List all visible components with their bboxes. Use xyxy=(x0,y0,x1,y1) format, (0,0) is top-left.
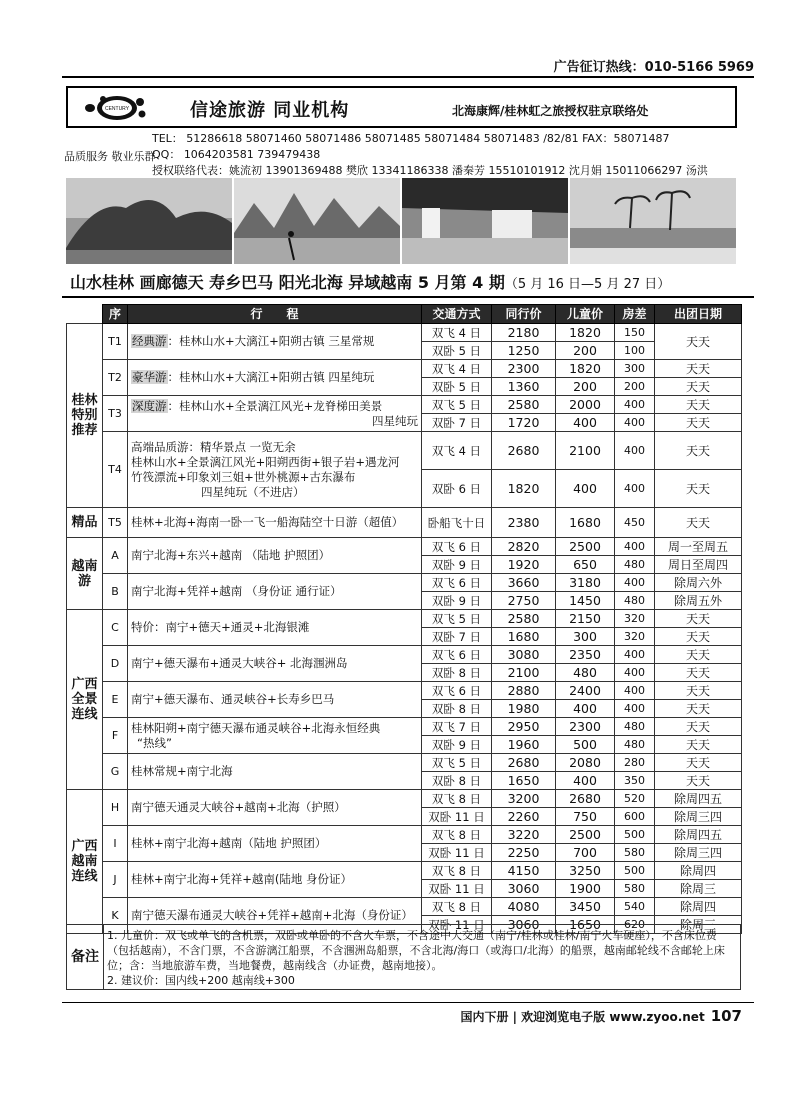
transport-mode: 双卧 7 日 xyxy=(422,628,492,646)
itinerary-line xyxy=(131,370,418,385)
itinerary-highlight: 深度游 xyxy=(132,398,167,413)
transport-mode: 双飞 5 日 xyxy=(422,610,492,628)
itinerary-line: 四星纯玩 xyxy=(372,413,418,428)
room-diff: 600 xyxy=(615,808,655,826)
footer-text: 国内下册 | 欢迎浏览电子版 www.zyoo.net xyxy=(460,1010,705,1024)
transport-mode: 双卧 9 日 xyxy=(422,556,492,574)
header-trade-price: 同行价 xyxy=(492,305,556,324)
room-diff: 300 xyxy=(615,360,655,378)
itinerary-line: 桂林+南宁北海+越南（陆地 护照团） xyxy=(131,836,327,850)
departure-days: 天天 xyxy=(655,646,742,664)
transport-mode: 双飞 4 日 xyxy=(422,360,492,378)
trade-price: 3200 xyxy=(492,790,556,808)
transport-mode: 双飞 4 日 xyxy=(422,324,492,342)
child-price: 2400 xyxy=(556,682,615,700)
transport-mode: 卧船飞十日 xyxy=(422,508,492,538)
transport-mode: 双卧 5 日 xyxy=(422,342,492,360)
departure-days: 除周六外 xyxy=(655,574,742,592)
room-diff: 480 xyxy=(615,556,655,574)
itinerary-rest: ：桂林山水+大漓江+阳朔古镇 三星常规 xyxy=(167,334,375,348)
table-row xyxy=(67,826,742,844)
transport-mode: 双飞 6 日 xyxy=(422,682,492,700)
child-price: 400 xyxy=(556,414,615,432)
issue-date-range: （5 月 16 日—5 月 27 日） xyxy=(504,277,671,292)
itinerary-line: 桂林+北海+海南一卧一飞一船海陆空十日游（超值） xyxy=(131,515,404,529)
tour-itinerary xyxy=(128,538,422,574)
tour-itinerary xyxy=(128,360,422,396)
note-line: 1. 儿童价：双飞或单飞的含机票，双卧或单卧的不含火车票，不含途中大交通（南宁/桂林或桂林/南宁火车硬座），不含床位费（包括越南），不含门票，不含游漓江船票，不含涠洲岛船票，不含北海/海口（或海口/北海）的船票，越南邮轮线不含邮轮上床位；含：当地旅游车费，当地餐费，越南线含（办证费，越南地接）。 xyxy=(107,929,725,972)
trade-price: 1650 xyxy=(492,772,556,790)
room-diff: 400 xyxy=(615,700,655,718)
room-diff: 520 xyxy=(615,790,655,808)
transport-mode: 双飞 5 日 xyxy=(422,754,492,772)
table-row xyxy=(67,898,742,916)
room-diff: 400 xyxy=(615,396,655,414)
child-price: 3450 xyxy=(556,898,615,916)
issue-title xyxy=(70,270,670,293)
notes-text xyxy=(107,928,736,988)
child-price: 3180 xyxy=(556,574,615,592)
room-diff: 400 xyxy=(615,664,655,682)
child-price: 700 xyxy=(556,844,615,862)
trade-price: 1980 xyxy=(492,700,556,718)
company-subtitle: 北海康辉/桂林虹之旅授权驻京联络处 xyxy=(452,104,649,118)
tour-code: T5 xyxy=(103,508,128,538)
child-price: 2500 xyxy=(556,826,615,844)
logo-text: CENTURY xyxy=(104,106,130,112)
trade-price: 2580 xyxy=(492,610,556,628)
transport-mode: 双卧 5 日 xyxy=(422,378,492,396)
itinerary-rest: ：桂林山水+大漓江+阳朔古镇 四星纯玩 xyxy=(167,370,375,384)
child-price: 2300 xyxy=(556,718,615,736)
itinerary-line xyxy=(131,399,418,414)
tour-code: H xyxy=(103,790,128,826)
tour-code: T3 xyxy=(103,396,128,432)
transport-mode: 双卧 11 日 xyxy=(422,808,492,826)
child-price: 1820 xyxy=(556,324,615,342)
transport-mode: 双卧 8 日 xyxy=(422,700,492,718)
departure-days: 天天 xyxy=(655,736,742,754)
tour-code: B xyxy=(103,574,128,610)
room-diff: 100 xyxy=(615,342,655,360)
departure-days: 天天 xyxy=(655,378,742,396)
transport-mode: 双卧 7 日 xyxy=(422,414,492,432)
trade-price: 2750 xyxy=(492,592,556,610)
contact-representatives: 授权联络代表：姚流初 13901369488 樊欣 13341186338 潘秦芳 15510101912 沈月娟 15011066297 汤洪 xyxy=(152,164,708,177)
departure-days: 天天 xyxy=(655,508,742,538)
trade-price: 1920 xyxy=(492,556,556,574)
tour-code: E xyxy=(103,682,128,718)
top-rule xyxy=(62,76,754,78)
tour-code: F xyxy=(103,718,128,754)
departure-days: 天天 xyxy=(655,470,742,508)
room-diff: 480 xyxy=(615,718,655,736)
room-diff: 400 xyxy=(615,432,655,470)
trade-price: 1680 xyxy=(492,628,556,646)
departure-days: 天天 xyxy=(655,396,742,414)
departure-days: 周一至周五 xyxy=(655,538,742,556)
trade-price: 2100 xyxy=(492,664,556,682)
trade-price: 1250 xyxy=(492,342,556,360)
table-row xyxy=(67,538,742,556)
itinerary-line xyxy=(131,334,418,349)
ad-hotline: 广告征订热线：010-5166 5969 xyxy=(553,60,754,75)
trade-price: 2680 xyxy=(492,432,556,470)
tour-itinerary xyxy=(128,754,422,790)
agency-header xyxy=(66,86,737,128)
table-header-row xyxy=(67,305,742,324)
header-departure: 出团日期 xyxy=(655,305,742,324)
room-diff: 480 xyxy=(615,592,655,610)
child-price: 750 xyxy=(556,808,615,826)
itinerary-line: 四星纯玩（不进店） xyxy=(201,484,305,499)
child-price: 2100 xyxy=(556,432,615,470)
room-diff: 500 xyxy=(615,862,655,880)
transport-mode: 双飞 5 日 xyxy=(422,396,492,414)
trade-price: 3220 xyxy=(492,826,556,844)
tour-itinerary xyxy=(128,646,422,682)
child-price: 650 xyxy=(556,556,615,574)
room-diff: 400 xyxy=(615,538,655,556)
itinerary-line: 南宁北海+凭祥+越南 （身份证 通行证） xyxy=(131,584,342,598)
header-room-diff: 房差 xyxy=(615,305,655,324)
transport-mode: 双飞 6 日 xyxy=(422,538,492,556)
trade-price: 2300 xyxy=(492,360,556,378)
transport-mode: 双卧 11 日 xyxy=(422,916,492,934)
beach-photo xyxy=(570,178,736,264)
transport-mode: 双飞 8 日 xyxy=(422,826,492,844)
child-price: 300 xyxy=(556,628,615,646)
header-seq: 序 xyxy=(103,305,128,324)
room-diff: 200 xyxy=(615,378,655,396)
departure-days: 天天 xyxy=(655,754,742,772)
tour-itinerary xyxy=(128,610,422,646)
table-row xyxy=(67,718,742,736)
itinerary-line: 桂林山水+全景漓江风光+阳朔西街+银子岩+遇龙河 xyxy=(131,454,400,469)
child-price: 400 xyxy=(556,772,615,790)
room-diff: 620 xyxy=(615,916,655,934)
transport-mode: 双飞 8 日 xyxy=(422,898,492,916)
tour-itinerary xyxy=(128,574,422,610)
transport-mode: 双卧 9 日 xyxy=(422,592,492,610)
trade-price: 4150 xyxy=(492,862,556,880)
table-row xyxy=(67,610,742,628)
notes-box xyxy=(66,924,741,990)
agency-logo-icon xyxy=(82,94,152,122)
departure-days: 天天 xyxy=(655,360,742,378)
departure-days: 天天 xyxy=(655,772,742,790)
table-row xyxy=(67,360,742,378)
tour-code: C xyxy=(103,610,128,646)
tour-itinerary xyxy=(128,324,422,360)
tour-code: G xyxy=(103,754,128,790)
room-diff: 400 xyxy=(615,414,655,432)
departure-days: 除周三四 xyxy=(655,808,742,826)
trade-price: 2950 xyxy=(492,718,556,736)
trade-price: 1820 xyxy=(492,470,556,508)
child-price: 2000 xyxy=(556,396,615,414)
header-itinerary: 行 程 xyxy=(128,305,422,324)
departure-days: 天天 xyxy=(655,682,742,700)
itinerary-line: 桂林阳朔+南宁德天瀑布通灵峡谷+北海永恒经典 xyxy=(131,720,381,735)
group-name: 广西全景连线 xyxy=(67,610,103,790)
transport-mode: 双飞 4 日 xyxy=(422,432,492,470)
departure-days: 除周五外 xyxy=(655,592,742,610)
tour-code: T1 xyxy=(103,324,128,360)
room-diff: 400 xyxy=(615,682,655,700)
header-child-price: 儿童价 xyxy=(556,305,615,324)
trade-price: 4080 xyxy=(492,898,556,916)
departure-days: 天天 xyxy=(655,664,742,682)
scenery-banner xyxy=(66,178,736,264)
departure-days: 除周三 xyxy=(655,916,742,934)
tour-itinerary xyxy=(128,862,422,898)
trade-price: 2250 xyxy=(492,844,556,862)
itinerary-highlight: 经典游 xyxy=(132,334,167,348)
table-row xyxy=(67,754,742,772)
waterfall-photo xyxy=(402,178,568,264)
tour-code: D xyxy=(103,646,128,682)
table-row xyxy=(67,324,742,342)
company-name: 信途旅游 同业机构 xyxy=(190,100,350,121)
itinerary-line: 南宁德天瀑布通灵大峡谷+凭祥+越南+北海（身份证） xyxy=(131,908,413,922)
child-price: 3250 xyxy=(556,862,615,880)
child-price: 200 xyxy=(556,342,615,360)
itinerary-line: 南宁德天通灵大峡谷+越南+北海（护照） xyxy=(131,800,346,814)
table-row xyxy=(67,508,742,538)
departure-days: 天天 xyxy=(655,414,742,432)
itinerary-line: “热线” xyxy=(137,735,172,750)
child-price: 500 xyxy=(556,736,615,754)
room-diff: 350 xyxy=(615,772,655,790)
transport-mode: 双卧 8 日 xyxy=(422,772,492,790)
tour-itinerary xyxy=(128,432,422,508)
departure-days: 除周三 xyxy=(655,880,742,898)
tour-code: K xyxy=(103,898,128,934)
itinerary-line: 高端品质游：精华景点 一览无余 xyxy=(131,439,296,454)
departure-days: 除周三四 xyxy=(655,844,742,862)
transport-mode: 双飞 7 日 xyxy=(422,718,492,736)
child-price: 2500 xyxy=(556,538,615,556)
header-transport: 交通方式 xyxy=(422,305,492,324)
note-line: 2. 建议价：国内线+200 越南线+300 xyxy=(107,974,295,987)
transport-mode: 双卧 8 日 xyxy=(422,664,492,682)
transport-mode: 双飞 6 日 xyxy=(422,574,492,592)
transport-mode: 双卧 11 日 xyxy=(422,844,492,862)
karst-hill-photo xyxy=(66,178,232,264)
trade-price: 2580 xyxy=(492,396,556,414)
room-diff: 500 xyxy=(615,826,655,844)
departure-days: 天天 xyxy=(655,432,742,470)
page-number: 107 xyxy=(710,1007,742,1025)
tour-code: T2 xyxy=(103,360,128,396)
itinerary-line: 桂林常规+南宁北海 xyxy=(131,764,233,778)
departure-days: 除周四五 xyxy=(655,826,742,844)
page-footer xyxy=(460,1007,742,1025)
child-price: 400 xyxy=(556,700,615,718)
child-price: 2680 xyxy=(556,790,615,808)
table-row xyxy=(67,790,742,808)
room-diff: 280 xyxy=(615,754,655,772)
tour-code: J xyxy=(103,862,128,898)
tour-itinerary xyxy=(128,790,422,826)
footer-rule xyxy=(62,1002,754,1003)
departure-days: 除周四 xyxy=(655,862,742,880)
departure-days: 周日至周四 xyxy=(655,556,742,574)
child-price: 1650 xyxy=(556,916,615,934)
room-diff: 150 xyxy=(615,324,655,342)
itinerary-highlight: 豪华游 xyxy=(132,370,167,384)
group-name: 桂林特别推荐 xyxy=(67,324,103,508)
table-row xyxy=(67,682,742,700)
tour-itinerary xyxy=(128,682,422,718)
trade-price: 3080 xyxy=(492,646,556,664)
departure-days: 天天 xyxy=(655,610,742,628)
trade-price: 2880 xyxy=(492,682,556,700)
transport-mode: 双卧 11 日 xyxy=(422,880,492,898)
transport-mode: 双卧 9 日 xyxy=(422,736,492,754)
group-name: 精品 xyxy=(67,508,103,538)
slogan: 品质服务 敬业乐群 xyxy=(64,150,156,163)
trade-price: 2260 xyxy=(492,808,556,826)
departure-days: 天天 xyxy=(655,628,742,646)
departure-days: 除周四 xyxy=(655,898,742,916)
trade-price: 1960 xyxy=(492,736,556,754)
child-price: 1680 xyxy=(556,508,615,538)
room-diff: 580 xyxy=(615,844,655,862)
table-row xyxy=(67,574,742,592)
tour-itinerary xyxy=(128,718,422,754)
title-rule xyxy=(62,296,754,298)
trade-price: 1360 xyxy=(492,378,556,396)
transport-mode: 双飞 8 日 xyxy=(422,790,492,808)
child-price: 2150 xyxy=(556,610,615,628)
itinerary-line: 南宁+德天瀑布、通灵峡谷+长寿乡巴马 xyxy=(131,692,335,706)
tour-code: T4 xyxy=(103,432,128,508)
group-name: 越南游 xyxy=(67,538,103,610)
departure-days: 除周四五 xyxy=(655,790,742,808)
trade-price: 2380 xyxy=(492,508,556,538)
itinerary-line: 竹筏漂流+印象刘三姐+世外桃源+古东瀑布 xyxy=(131,469,356,484)
room-diff: 480 xyxy=(615,736,655,754)
itinerary-line: 南宁北海+东兴+越南 （陆地 护照团） xyxy=(131,548,331,562)
room-diff: 400 xyxy=(615,470,655,508)
table-row xyxy=(67,862,742,880)
trade-price: 3660 xyxy=(492,574,556,592)
tour-itinerary xyxy=(128,396,422,432)
child-price: 1900 xyxy=(556,880,615,898)
contact-qq: QQ： 1064203581 739479438 xyxy=(152,148,321,161)
room-diff: 320 xyxy=(615,610,655,628)
trade-price: 2180 xyxy=(492,324,556,342)
room-diff: 320 xyxy=(615,628,655,646)
li-river-photo xyxy=(234,178,400,264)
group-name: 广西越南连线 xyxy=(67,790,103,934)
trade-price: 3060 xyxy=(492,916,556,934)
room-diff: 540 xyxy=(615,898,655,916)
table-row xyxy=(67,396,742,414)
trade-price: 2820 xyxy=(492,538,556,556)
child-price: 1450 xyxy=(556,592,615,610)
departure-days: 天天 xyxy=(655,324,742,360)
room-diff: 400 xyxy=(615,646,655,664)
child-price: 480 xyxy=(556,664,615,682)
tour-itinerary xyxy=(128,508,422,538)
itinerary-line: 桂林+南宁北海+凭祥+越南(陆地 身份证） xyxy=(131,872,353,886)
transport-mode: 双卧 6 日 xyxy=(422,470,492,508)
trade-price: 3060 xyxy=(492,880,556,898)
room-diff: 580 xyxy=(615,880,655,898)
child-price: 2350 xyxy=(556,646,615,664)
child-price: 2080 xyxy=(556,754,615,772)
child-price: 200 xyxy=(556,378,615,396)
itinerary-line: 特价：南宁+德天+通灵+北海银滩 xyxy=(131,620,310,634)
trade-price: 1720 xyxy=(492,414,556,432)
tour-code: I xyxy=(103,826,128,862)
trade-price: 2680 xyxy=(492,754,556,772)
departure-days: 天天 xyxy=(655,700,742,718)
tour-itinerary xyxy=(128,826,422,862)
transport-mode: 双飞 6 日 xyxy=(422,646,492,664)
table-row xyxy=(67,432,742,470)
tour-code: A xyxy=(103,538,128,574)
transport-mode: 双飞 8 日 xyxy=(422,862,492,880)
itinerary-line: 南宁+德天瀑布+通灵大峡谷+ 北海涠洲岛 xyxy=(131,656,348,670)
tour-price-table xyxy=(66,304,742,934)
child-price: 400 xyxy=(556,470,615,508)
issue-title-text: 山水桂林 画廊德天 寿乡巴马 阳光北海 异域越南 5 月第 4 期 xyxy=(70,273,505,292)
table-row xyxy=(67,646,742,664)
contact-tel-fax: TEL： 51286618 58071460 58071486 58071485 58071484 58071483 /82/81 FAX：58071487 xyxy=(152,132,670,145)
room-diff: 400 xyxy=(615,574,655,592)
itinerary-rest: ：桂林山水+全景漓江风光+龙脊梯田美景 xyxy=(167,398,383,413)
child-price: 1820 xyxy=(556,360,615,378)
room-diff: 450 xyxy=(615,508,655,538)
notes-label: 备注 xyxy=(67,925,104,989)
departure-days: 天天 xyxy=(655,718,742,736)
